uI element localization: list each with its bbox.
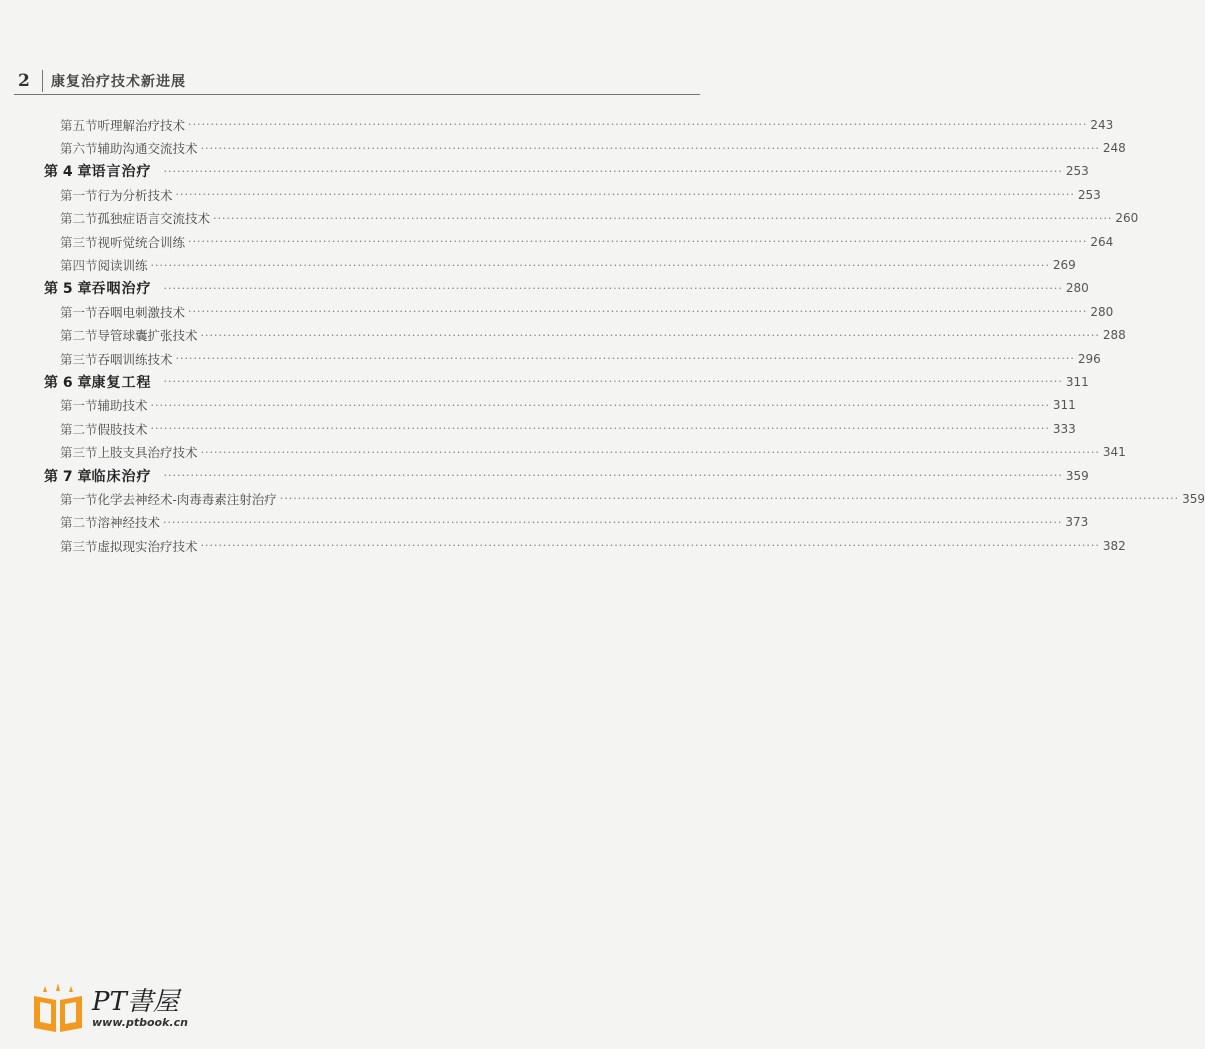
toc-title: 康复工程	[91, 374, 152, 391]
toc-label: 第二节	[60, 211, 98, 227]
toc-section-row	[44, 207, 1139, 230]
toc-title: 辅助沟通交流技术	[97, 141, 198, 157]
toc-section-row	[44, 534, 1126, 557]
toc-section-row	[44, 183, 1101, 206]
book-title: 康复治疗技术新进展	[51, 74, 186, 90]
page-header	[14, 68, 700, 95]
toc-leader-dots: ········································································································································································································	[279, 492, 1180, 506]
table-of-contents	[44, 113, 1205, 557]
toc-leader-dots: ········································································································································································································	[188, 235, 1088, 249]
toc-label: 第 7 章	[44, 468, 92, 485]
toc-label: 第五节	[60, 117, 98, 133]
toc-leader-dots: ········································································································································································································	[188, 118, 1088, 132]
toc-title: 视听觉统合训练	[97, 234, 186, 250]
toc-label: 第六节	[60, 141, 98, 157]
header-divider	[42, 70, 43, 92]
toc-section-row	[44, 136, 1126, 159]
toc-chapter-row	[44, 277, 1089, 300]
toc-page-number: 311	[1052, 398, 1076, 413]
toc-leader-dots: ········································································································································································································	[200, 539, 1100, 553]
toc-page-number: 359	[1182, 491, 1205, 506]
toc-chapter-row	[44, 370, 1089, 393]
toc-title: 化学去神经术-肉毒毒素注射治疗	[97, 491, 277, 507]
toc-label: 第二节	[60, 421, 98, 437]
toc-leader-dots: ········································································································································································································	[150, 422, 1050, 436]
toc-leader-dots: ········································································································································································································	[150, 258, 1050, 272]
toc-label: 第 5 章	[44, 281, 92, 298]
toc-page-number: 373	[1065, 515, 1089, 530]
toc-title: 语言治疗	[91, 164, 152, 181]
toc-leader-dots: ········································································································································································································	[163, 469, 1063, 483]
site-logo	[30, 982, 188, 1034]
toc-chapter-row	[44, 464, 1089, 487]
toc-leader-dots: ········································································································································································································	[150, 398, 1050, 412]
logo-name: PT書屋	[92, 986, 179, 1017]
toc-title: 吞咽训练技术	[97, 351, 173, 367]
toc-leader-dots: ········································································································································································································	[163, 515, 1063, 529]
toc-section-row	[44, 324, 1126, 347]
toc-label: 第一节	[60, 491, 98, 507]
page-number: 2	[18, 71, 30, 91]
toc-chapter-row	[44, 160, 1089, 183]
toc-label: 第二节	[60, 328, 98, 344]
toc-page-number: 288	[1102, 328, 1126, 343]
toc-page-number: 260	[1115, 211, 1139, 226]
toc-page-number: 253	[1065, 164, 1089, 179]
toc-leader-dots: ········································································································································································································	[213, 211, 1113, 225]
toc-page-number: 253	[1077, 187, 1101, 202]
toc-page-number: 296	[1077, 351, 1101, 366]
toc-leader-dots: ········································································································································································································	[163, 164, 1063, 178]
toc-page-number: 280	[1065, 281, 1089, 296]
logo-url: www.ptbook.cn	[92, 1015, 188, 1029]
toc-page-number: 269	[1052, 258, 1076, 273]
toc-title: 溶神经技术	[97, 515, 161, 531]
toc-label: 第三节	[60, 538, 98, 554]
toc-title: 吞咽治疗	[91, 281, 152, 298]
toc-section-row	[44, 347, 1101, 370]
toc-page-number: 243	[1090, 117, 1114, 132]
toc-title: 临床治疗	[91, 468, 152, 485]
toc-label: 第 6 章	[44, 374, 92, 391]
toc-title: 假肢技术	[97, 421, 148, 437]
toc-section-row	[44, 394, 1076, 417]
toc-page-number: 264	[1090, 234, 1114, 249]
toc-leader-dots: ········································································································································································································	[200, 445, 1100, 459]
toc-section-row	[44, 417, 1076, 440]
toc-title: 听理解治疗技术	[97, 117, 186, 133]
toc-label: 第四节	[60, 258, 98, 274]
toc-page-number: 333	[1052, 421, 1076, 436]
toc-title: 阅读训练	[97, 258, 148, 274]
toc-page-number: 382	[1102, 538, 1126, 553]
toc-page-number: 248	[1102, 141, 1126, 156]
toc-leader-dots: ········································································································································································································	[163, 281, 1063, 295]
toc-title: 辅助技术	[97, 398, 148, 414]
toc-leader-dots: ········································································································································································································	[163, 375, 1063, 389]
toc-leader-dots: ········································································································································································································	[200, 141, 1100, 155]
toc-title: 孤独症语言交流技术	[97, 211, 211, 227]
toc-leader-dots: ········································································································································································································	[188, 305, 1088, 319]
toc-label: 第三节	[60, 351, 98, 367]
toc-label: 第三节	[60, 234, 98, 250]
toc-leader-dots: ········································································································································································································	[175, 188, 1075, 202]
toc-title: 行为分析技术	[97, 187, 173, 203]
toc-section-row	[44, 440, 1126, 463]
toc-section-row	[44, 511, 1089, 534]
book-logo-icon	[30, 982, 86, 1034]
toc-label: 第一节	[60, 304, 98, 320]
toc-section-row	[44, 300, 1114, 323]
toc-page-number: 359	[1065, 468, 1089, 483]
toc-section-row	[44, 113, 1114, 136]
toc-label: 第 4 章	[44, 164, 92, 181]
toc-label: 第一节	[60, 398, 98, 414]
toc-leader-dots: ········································································································································································································	[200, 328, 1100, 342]
toc-label: 第一节	[60, 187, 98, 203]
toc-label: 第三节	[60, 445, 98, 461]
toc-title: 虚拟现实治疗技术	[97, 538, 198, 554]
toc-label: 第二节	[60, 515, 98, 531]
toc-section-row	[44, 487, 1205, 510]
toc-leader-dots: ········································································································································································································	[175, 352, 1075, 366]
toc-section-row	[44, 253, 1076, 276]
toc-page-number: 311	[1065, 374, 1089, 389]
toc-page-number: 280	[1090, 304, 1114, 319]
toc-section-row	[44, 230, 1114, 253]
toc-page-number: 341	[1102, 445, 1126, 460]
toc-title: 吞咽电刺激技术	[97, 304, 186, 320]
toc-title: 导管球囊扩张技术	[97, 328, 198, 344]
toc-title: 上肢支具治疗技术	[97, 445, 198, 461]
